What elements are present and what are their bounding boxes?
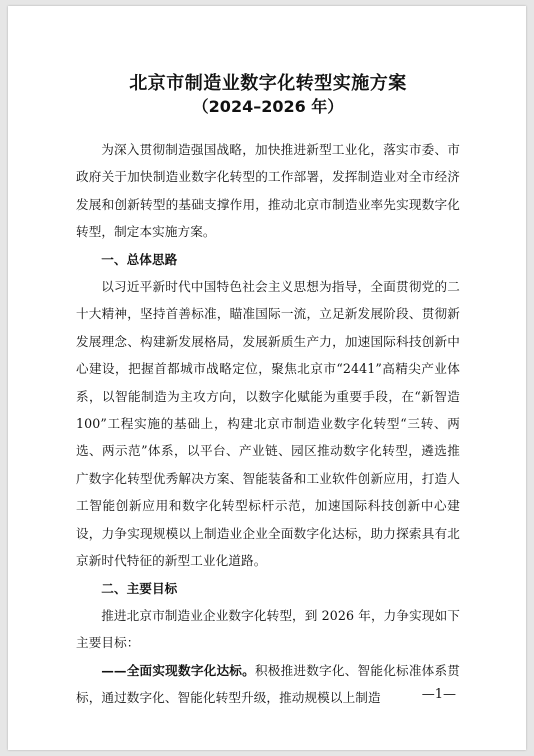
goal-1-lead: ——全面实现数字化达标。	[101, 662, 255, 678]
intro-paragraph: 为深入贯彻制造强国战略，加快推进新型工业化，落实市委、市政府关于加快制造业数字化转型的工作部署，发挥制造业对全市经济发展和创新转型的基础支撑作用，推动北京市制造业率先实现数字化转型，制定本实施方案。	[76, 142, 460, 240]
document-page	[8, 6, 526, 750]
goal-1-text: 积极推进数字化、智能化标准体系贯标，通过数字化、智能化转型升级，推动规模以上制造	[76, 662, 461, 706]
section-heading-overall-approach: 一、总体思路	[101, 251, 178, 267]
page-number: —1—	[421, 687, 456, 702]
section-heading-main-goals: 二、主要目标	[101, 580, 178, 596]
main-goals-paragraph: 推进北京市制造业企业数字化转型，到 2026 年，力争实现如下主要目标：	[76, 607, 460, 651]
document-subtitle: （2024–2026 年）	[192, 97, 344, 116]
goal-1-paragraph	[76, 657, 460, 712]
document-title: 北京市制造业数字化转型实施方案	[129, 73, 407, 94]
overall-approach-paragraph: 以习近平新时代中国特色社会主义思想为指导，全面贯彻党的二十大精神，坚持首善标准，瞄准国际一流，立足新发展阶段、贯彻新发展理念、构建新发展格局，发展新质生产力，加速国际科技创新中心建设，把握首都城市战略定位，聚焦北京市“2441”高精尖产业体系，以智能制造为主攻方向，以数字化赋能为重要手段，在“新智造 100”工程实施的基础上，构建北京市制造业数字化转型“三转、两选、两示范”体系，以平台、产业链、园区推动数字化转型，遴选推广数字化转型优秀解决方案、智能装备和工业软件创新应用，打造人工智能创新应用和数字化转型标杆示范，加速国际科技创新中心建设，力争实现规模以上制造业企业全面数字化达标，助力探索具有北京新时代特征的新型工业化道路。	[76, 279, 460, 569]
